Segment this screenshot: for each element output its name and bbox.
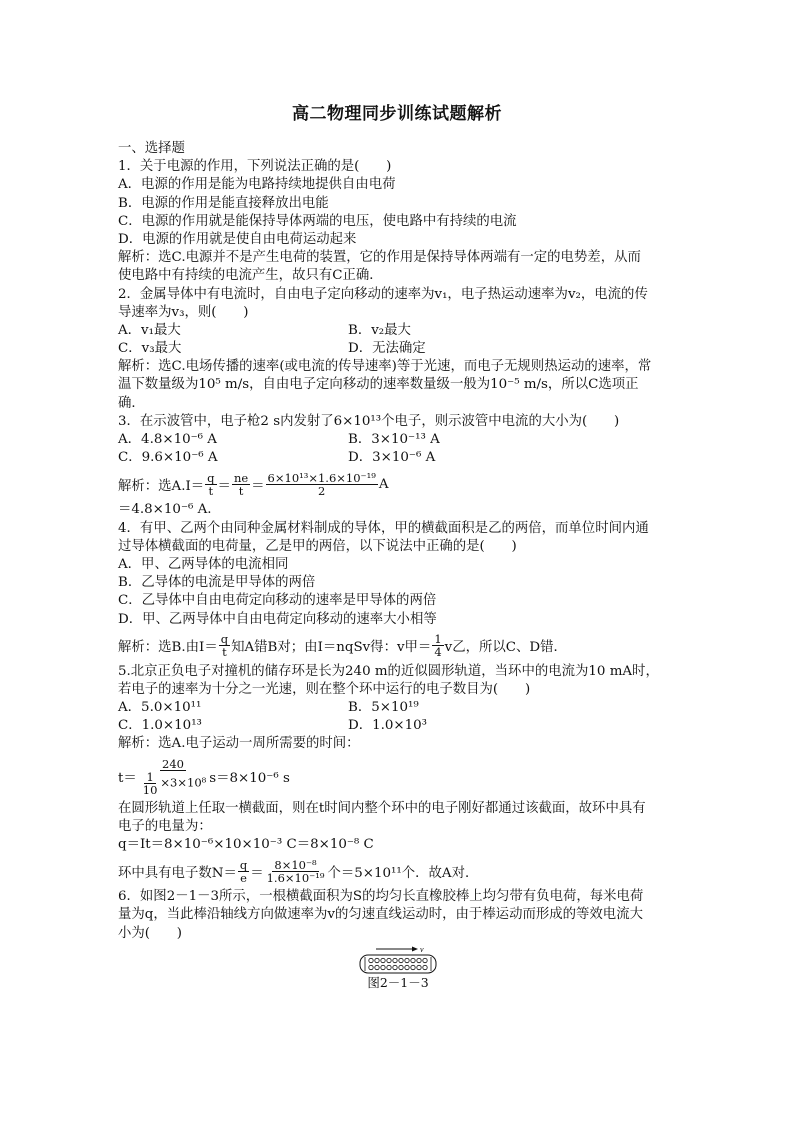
fraction-numerator: 1 [146, 769, 154, 784]
fraction-numerator: 240 [162, 756, 184, 771]
figure-2-1-3 [118, 945, 678, 991]
question-3-options-row-1 [118, 431, 678, 449]
question-5-charge-formula: q＝It＝8×10⁻⁶×10×10⁻³ C＝8×10⁻⁸ C [118, 837, 374, 852]
equals-sign: ＝ [217, 478, 231, 494]
fraction-denominator [138, 771, 208, 796]
fraction-denominator: t [208, 483, 214, 498]
question-1-stem: 1．关于电源的作用，下列说法正确的是( ) [118, 159, 392, 175]
question-2-stem-cont: 导速率为v₃，则( ) [118, 304, 249, 320]
rod-outline [360, 955, 436, 973]
fraction-one-quarter [432, 633, 443, 658]
question-1-answer-cont: 使电路中有持续的电流产生，故只有C正确． [118, 268, 383, 284]
question-4-option-c: C．乙导体中自由电荷定向移动的速率是甲导体的两倍 [118, 593, 437, 609]
question-5-stem-cont: 若电子的速率为十分之一光速，则在整个环中运行的电子数目为( ) [118, 681, 531, 697]
question-2-stem: 2．金属导体中有电流时，自由电子定向移动的速率为v₁，电子热运动速率为v₂，电流的传 [118, 286, 648, 302]
question-2-answer: 解析：选C.电场传播的速率(或电流的传导速率)等于光速，而电子无规则热运动的速率，常 [118, 359, 652, 375]
question-5-options-row-2 [118, 717, 678, 735]
question-3-option-b: B．3×10⁻¹³ A [348, 432, 440, 447]
equals-sign: ＝ [251, 478, 265, 494]
formula-prefix: t＝ [118, 771, 137, 787]
question-4-answer [118, 629, 678, 663]
fraction-denominator: e [240, 870, 247, 885]
equals-sign: ＝ [250, 865, 264, 881]
fraction-numeric [265, 859, 327, 884]
question-2-option-d: D．无法确定 [348, 341, 426, 357]
question-1-answer: 解析：选C.电源并不是产生电荷的装置，它的作用是保持导体两端有一定的电势差，从而 [118, 250, 641, 266]
question-1-option-c: C．电源的作用就是能保持导体两端的电压，使电路中有持续的电流 [118, 213, 517, 229]
question-3-answer-result: ＝4.8×10⁻⁶ A. [118, 502, 212, 518]
rod-charges [369, 958, 427, 969]
question-2-options-row-1 [118, 322, 678, 340]
question-4-stem: 4．有甲、乙两个由同种金属材料制成的导体，甲的横截面积是乙的两倍，而单位时间内通 [118, 520, 649, 536]
speed-of-light-factor: ×3×10⁸ [160, 775, 207, 790]
formula-result: 个＝5×10¹¹个．故A对． [327, 865, 479, 881]
question-6-stem-cont: 量为q，当此棒沿轴线方向做速率为v的匀速直线运动时，由于棒运动而形成的等效电流大 [118, 907, 643, 923]
question-2-option-c: C．v₃最大 [118, 341, 182, 357]
fraction-denominator: 10 [142, 782, 158, 797]
fraction-numerator: 8×10⁻⁸ [274, 857, 317, 872]
question-1-option-a: A．电源的作用是能为电路持续地提供自由电荷 [118, 177, 396, 193]
fraction-numerator: 1 [434, 632, 442, 647]
fraction-numerator: ne [233, 470, 249, 485]
question-5-options-row-1 [118, 699, 678, 717]
question-5-answer-line-2: 在圆形轨道上任取一横截面，则在t时间内整个环中的电子刚好都通过该截面，故环中具有 [118, 800, 646, 816]
question-3-stem: 3．在示波管中，电子枪2 s内发射了6×10¹³个电子，则示波管中电流的大小为( ) [118, 413, 620, 429]
question-4-answer-part-1: 解析：选B.由I＝ [118, 640, 218, 656]
fraction-denominator: 2 [318, 483, 326, 498]
fraction-numerator: q [220, 632, 229, 647]
page-title: 高二物理同步训练试题解析 [292, 104, 502, 124]
figure-caption: 图2－1－3 [367, 974, 429, 990]
fraction-numerator: 6×10¹³×1.6×10⁻¹⁹ [267, 470, 376, 485]
question-4-option-d: D．甲、乙两导体中自由电荷定向移动的速率大小相等 [118, 611, 437, 627]
question-4-option-a: A．甲、乙两导体的电流相同 [118, 556, 289, 572]
question-5-count-formula [118, 854, 678, 888]
fraction-ne-over-t [232, 472, 250, 497]
question-3-answer [118, 467, 678, 501]
formula-prefix: 环中具有电子数N＝ [118, 865, 237, 881]
question-1-option-b: B．电源的作用是能直接释放出电能 [118, 195, 329, 211]
fraction-numeric [266, 472, 378, 497]
question-2-option-a: A．v₁最大 [118, 322, 181, 338]
question-4-option-b: B．乙导体的电流是甲导体的两倍 [118, 575, 316, 591]
question-4-stem-cont: 过导体横截面的电荷量，乙是甲的两倍，以下说法中正确的是( ) [118, 538, 517, 554]
question-3-answer-prefix: 解析：选A.I＝ [118, 478, 205, 494]
velocity-label: v [420, 944, 424, 954]
question-2-answer-end: 确． [118, 395, 145, 411]
fraction-q-over-t [219, 633, 230, 658]
question-3-option-d: D．3×10⁻⁶ A [348, 450, 436, 466]
question-4-answer-part-2: 知A错B对；由I＝nqSv得：v甲＝ [231, 640, 432, 656]
question-3-option-c: C．9.6×10⁻⁶ A [118, 450, 218, 466]
fraction-time [138, 758, 208, 796]
question-5-stem: 5.北京正负电子对撞机的储存环是长为240 m的近似圆形轨道，当环中的电流为10 mA时， [118, 663, 659, 679]
formula-result: s＝8×10⁻⁶ s [209, 771, 290, 787]
question-5-option-d: D．1.0×10³ [348, 718, 428, 734]
question-6-stem: 6．如图2－1－3所示，一根横截面积为S的均匀长直橡胶棒上均匀带有负电荷，每米电荷 [118, 889, 644, 905]
fraction-q-over-t [205, 472, 216, 497]
question-5-answer-line-3: 电子的电量为： [118, 818, 212, 834]
fraction-numerator: q [239, 857, 248, 872]
question-4-answer-part-3: v乙，所以C、D错． [444, 640, 567, 656]
question-3-option-a: A．4.8×10⁻⁶ A [118, 432, 217, 447]
question-5-option-c: C．1.0×10¹³ [118, 718, 202, 734]
fraction-numerator: q [207, 470, 215, 485]
rubber-rod-diagram [356, 945, 440, 975]
unit-label: A [378, 476, 389, 492]
fraction-q-over-e [238, 859, 249, 884]
question-2-answer-cont: 温下数量级为10⁵ m/s，自由电子定向移动的速率数量级一般为10⁻⁵ m/s，所以C选项正 [118, 377, 639, 393]
question-2-options-row-2 [118, 340, 678, 358]
question-5-answer: 解析：选A.电子运动一周所需要的时间： [118, 736, 360, 752]
content-body [118, 140, 678, 991]
question-5-time-formula [118, 754, 678, 800]
velocity-arrow-head [412, 946, 418, 951]
question-6-stem-end: 小为( ) [118, 925, 183, 941]
fraction-denominator: t [238, 483, 244, 498]
question-2-option-b: B．v₂最大 [348, 322, 411, 338]
question-5-option-b: B．5×10¹⁹ [348, 700, 419, 716]
fraction-denominator: 1.6×10⁻¹⁹ [266, 870, 325, 885]
question-3-options-row-2 [118, 449, 678, 467]
section-heading: 一、选择题 [118, 141, 185, 156]
question-1-option-d: D．电源的作用就是使自由电荷运动起来 [118, 231, 357, 247]
fraction-one-tenth [141, 771, 160, 796]
fraction-denominator: 4 [434, 645, 442, 660]
question-5-option-a: A．5.0×10¹¹ [118, 700, 202, 716]
fraction-denominator: t [222, 645, 227, 660]
